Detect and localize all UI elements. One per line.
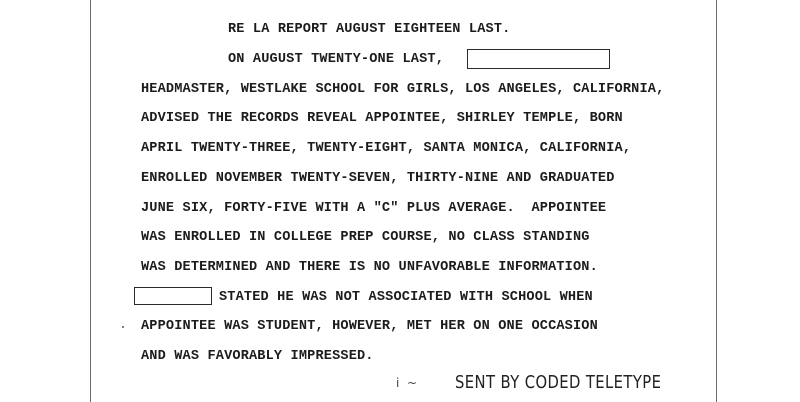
line-9: WAS DETERMINED AND THERE IS NO UNFAVORABLE INFORMATION. bbox=[141, 260, 598, 275]
line-4: ADVISED THE RECORDS REVEAL APPOINTEE, SHIRLEY TEMPLE, BORN bbox=[141, 111, 623, 126]
stamp-marks: i ~ bbox=[396, 376, 418, 390]
line-7: JUNE SIX, FORTY-FIVE WITH A "C" PLUS AVERAGE. APPOINTEE bbox=[141, 201, 607, 216]
line-11: APPOINTEE WAS STUDENT, HOWEVER, MET HER ON ONE OCCASION bbox=[141, 319, 598, 334]
line-10: STATED HE WAS NOT ASSOCIATED WITH SCHOOL WHEN bbox=[219, 290, 593, 305]
sent-by-coded-teletype-stamp: SENT BY CODED TELETYPE bbox=[455, 372, 662, 393]
left-margin-line bbox=[90, 0, 91, 402]
line-8: WAS ENROLLED IN COLLEGE PREP COURSE, NO CLASS STANDING bbox=[141, 230, 590, 245]
line-6: ENROLLED NOVEMBER TWENTY-SEVEN, THIRTY-NINE AND GRADUATED bbox=[141, 171, 615, 186]
line-2: ON AUGUST TWENTY-ONE LAST, bbox=[228, 52, 444, 67]
redaction-box-1 bbox=[467, 49, 610, 69]
ink-speck bbox=[122, 326, 124, 328]
line-5: APRIL TWENTY-THREE, TWENTY-EIGHT, SANTA MONICA, CALIFORNIA, bbox=[141, 141, 632, 156]
right-margin-line bbox=[716, 0, 717, 402]
redaction-box-2 bbox=[134, 287, 212, 305]
line-3: HEADMASTER, WESTLAKE SCHOOL FOR GIRLS, LOS ANGELES, CALIFORNIA, bbox=[141, 82, 665, 97]
line-1: RE LA REPORT AUGUST EIGHTEEN LAST. bbox=[228, 22, 511, 37]
line-12: AND WAS FAVORABLY IMPRESSED. bbox=[141, 349, 374, 364]
